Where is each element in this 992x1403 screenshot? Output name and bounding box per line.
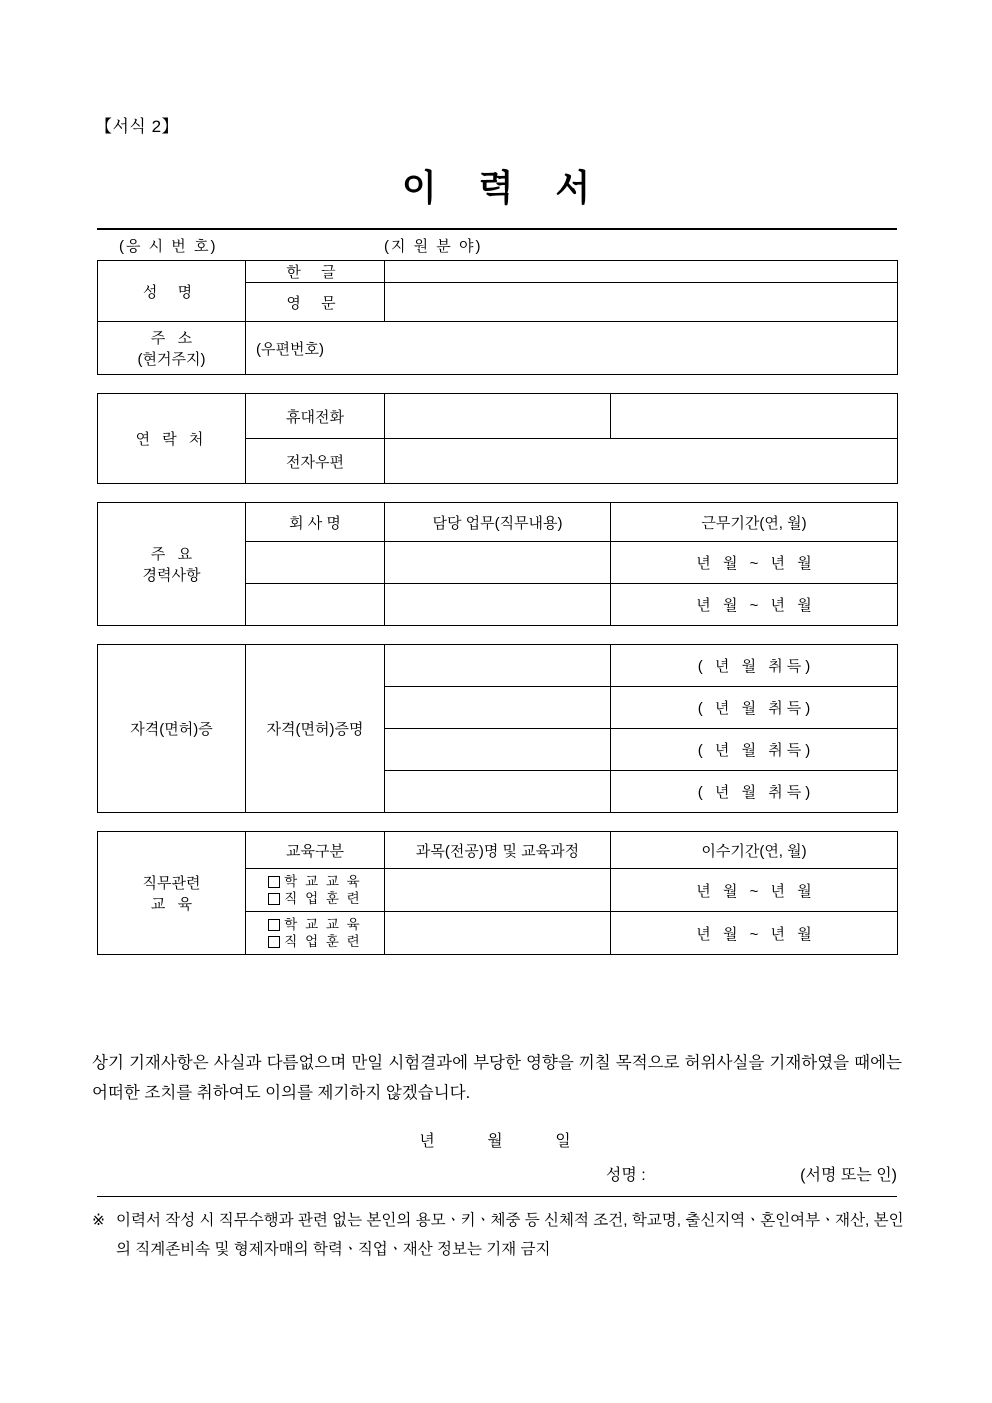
header-row [97, 230, 897, 260]
license-name-input[interactable] [385, 687, 611, 729]
spacer [97, 813, 897, 831]
license-name-label: 자격(면허)증명 [246, 645, 385, 813]
table-row [98, 832, 898, 869]
mobile-input[interactable] [385, 394, 611, 439]
education-subject-input[interactable] [385, 869, 611, 912]
checkbox-school-education[interactable]: 학 교 교 육 [246, 916, 384, 933]
table-row [98, 261, 898, 283]
footnote [92, 1206, 912, 1264]
license-acquired-input[interactable]: ( 년 월 취득) [611, 645, 898, 687]
education-period-input[interactable]: 년 월 ~ 년 월 [611, 912, 898, 955]
license-acquired-input[interactable]: ( 년 월 취득) [611, 771, 898, 813]
postal-code-label: (우편번호) [256, 340, 324, 358]
signature-line [0, 1162, 897, 1185]
declaration-statement: 상기 기재사항은 사실과 다름없으며 만일 시험결과에 부당한 영향을 끼칠 목적으로 허위사실을 기재하였을 때에는 어떠한 조치를 취하여도 이의를 제기하지 않겠습니다. [92, 1054, 902, 1102]
career-period-input[interactable]: 년 월 ~ 년 월 [611, 542, 898, 584]
date-month-label: 월 [487, 1133, 505, 1150]
career-company-input[interactable] [246, 542, 385, 584]
date-day-label: 일 [555, 1133, 573, 1150]
form-tag: 【서식 2】 [95, 117, 180, 136]
checkbox-school-education[interactable]: 학 교 교 육 [246, 873, 384, 890]
date-line [0, 1128, 992, 1151]
license-name-input[interactable] [385, 771, 611, 813]
checkbox-vocational-training[interactable]: 직 업 훈 련 [246, 933, 384, 950]
form-content [97, 228, 897, 955]
name-english-input[interactable] [385, 283, 898, 322]
date-year-label: 년 [419, 1133, 437, 1150]
mobile-label: 휴대전화 [246, 394, 385, 439]
license-acquired-input[interactable]: ( 년 월 취득) [611, 729, 898, 771]
spacer [97, 375, 897, 393]
career-period-input[interactable]: 년 월 ~ 년 월 [611, 584, 898, 626]
checkbox-vocational-training[interactable]: 직 업 훈 련 [246, 890, 384, 907]
page-title: 이 력 서 [401, 167, 607, 208]
footnote-text: 이력서 작성 시 직무수행과 관련 없는 본인의 용모ㆍ키ㆍ체중 등 신체적 조건, 학교명, 출신지역ㆍ혼인여부ㆍ재산, 본인의 직계존비속 및 형제자매의 학력ㆍ직업ㆍ재산 정보는 기재 금지 [116, 1212, 904, 1258]
career-label: 주 요 경력사항 [98, 503, 246, 626]
contact-table [97, 393, 898, 484]
email-input[interactable] [385, 439, 898, 484]
career-col-duty: 담당 업무(직무내용) [385, 503, 611, 542]
education-col-type: 교육구분 [246, 832, 385, 869]
career-col-company: 회 사 명 [246, 503, 385, 542]
name-korean-label: 한 글 [246, 261, 385, 283]
education-label: 직무관련 교 육 [98, 832, 246, 955]
address-input[interactable] [246, 322, 898, 375]
exam-number-label: (응 시 번 호) [119, 237, 218, 255]
education-table [97, 831, 898, 955]
spacer [97, 626, 897, 644]
career-table [97, 502, 898, 626]
checkbox-icon[interactable] [268, 876, 280, 888]
signature-name-label: 성명 : [605, 1167, 646, 1184]
license-acquired-input[interactable]: ( 년 월 취득) [611, 687, 898, 729]
education-subject-input[interactable] [385, 912, 611, 955]
address-label: 주 소 (현거주지) [98, 322, 246, 375]
mobile-extra-input[interactable] [611, 394, 898, 439]
bottom-rule [97, 1196, 897, 1197]
checkbox-icon[interactable] [268, 936, 280, 948]
contact-label: 연 락 처 [98, 394, 246, 484]
license-name-input[interactable] [385, 729, 611, 771]
education-col-subject: 과목(전공)명 및 교육과정 [385, 832, 611, 869]
name-address-table [97, 260, 898, 375]
license-label: 자격(면허)증 [98, 645, 246, 813]
table-row [98, 394, 898, 439]
checkbox-icon[interactable] [268, 919, 280, 931]
education-type-checkboxes[interactable] [246, 869, 385, 912]
apply-field-label: (지 원 분 야) [384, 237, 483, 255]
career-col-period: 근무기간(연, 월) [611, 503, 898, 542]
name-english-label: 영 문 [246, 283, 385, 322]
career-duty-input[interactable] [385, 542, 611, 584]
table-row [98, 645, 898, 687]
education-period-input[interactable]: 년 월 ~ 년 월 [611, 869, 898, 912]
footnote-mark: ※ [92, 1212, 105, 1229]
license-name-input[interactable] [385, 645, 611, 687]
signature-seal-label: (서명 또는 인) [800, 1167, 897, 1184]
education-type-checkboxes[interactable] [246, 912, 385, 955]
career-duty-input[interactable] [385, 584, 611, 626]
education-col-period: 이수기간(연, 월) [611, 832, 898, 869]
checkbox-icon[interactable] [268, 893, 280, 905]
license-table [97, 644, 898, 813]
email-label: 전자우편 [246, 439, 385, 484]
name-korean-input[interactable] [385, 261, 898, 283]
spacer [97, 484, 897, 502]
name-label: 성 명 [98, 261, 246, 322]
table-row [98, 322, 898, 375]
career-company-input[interactable] [246, 584, 385, 626]
table-row [98, 503, 898, 542]
